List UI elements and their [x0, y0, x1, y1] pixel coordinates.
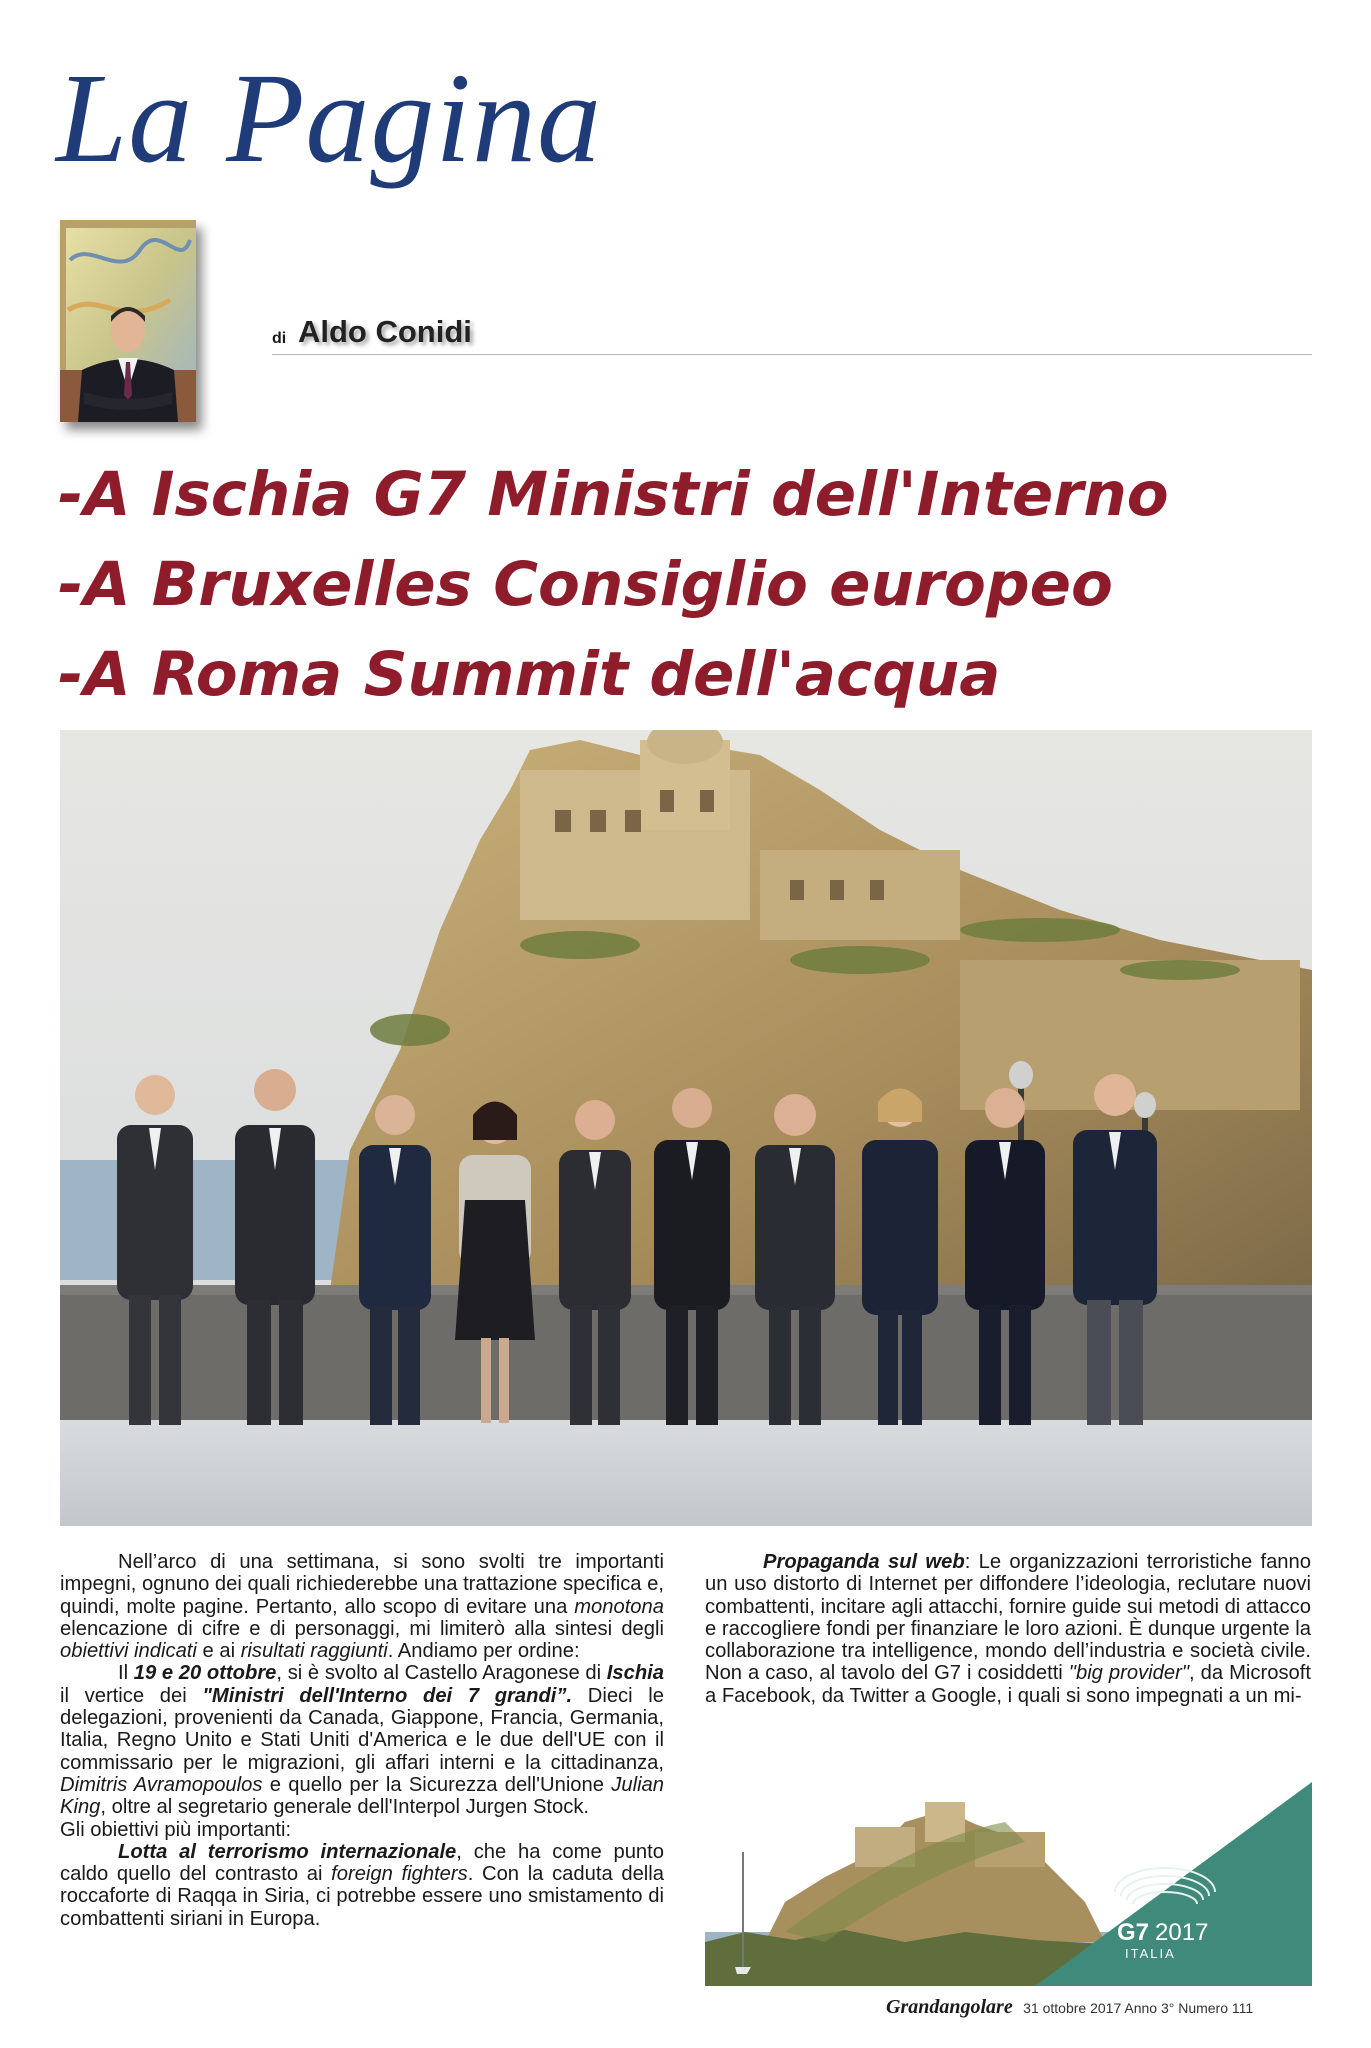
- page-footer: [886, 1996, 1253, 2019]
- footer-brand: Grandangolare: [886, 1996, 1013, 2018]
- article-paragraph: Il 19 e 20 ottobre, si è svolto al Castello Aragonese di Ischia il vertice dei "Ministri dell'Interno dei 7 grandi”. Dieci le delegazioni, provenienti da Canada, Giappone, Francia, Germania, Italia, Regno Unito e Stati Uniti d'America e le due dell'UE con il commissario per le migrazioni, gli affari interni e la cittadinanza, Dimitris Avramopoulos e quello per la Sicurezza dell'Unione Julian King, oltre al segretario generale dell'Interpol Jurgen Stock.: [60, 1662, 665, 1819]
- byline: [272, 314, 1312, 355]
- g7-logo-year: 2017: [1155, 1919, 1209, 1946]
- g7-logo-country: ITALIA: [1125, 1946, 1176, 1961]
- byline-prefix: di: [272, 330, 287, 347]
- inset-photo-castello-aragonese: [705, 1782, 1312, 1986]
- footer-issue-info: 31 ottobre 2017 Anno 3° Numero 111: [1023, 2000, 1254, 2016]
- hero-photo-g7-ministers: [60, 730, 1312, 1526]
- article-paragraph: Propaganda sul web: Le organizzazioni terroristiche fanno un uso distorto di Internet per diffondere l’ideologia, reclutare nuovi combattenti, incitare agli attacchi, fornire guide sui metodi di attacco e raccogliere fondi per finanziare le loro azioni. È dunque urgente la collaborazione tra intelligence, mondo dell’industria e società civile. Non a caso, al tavolo del G7 i cosiddetti "big provider", da Microsoft a Facebook, da Twitter a Google, i quali si sono impegnati a un mi-: [705, 1551, 1311, 1707]
- g7-logo-text: G7: [1117, 1919, 1150, 1946]
- headline-roma: -A Roma Summit dell'acqua: [58, 639, 1001, 710]
- article-paragraph: Nell’arco di una settimana, si sono svolti tre importanti impegni, ognuno dei quali richiederebbe una trattazione specifica e, quindi, molte pagine. Pertanto, allo scopo di evitare una monotona elencazione di cifre e di personaggi, mi limiterò alla sintesi degli obiettivi indicati e ai risultati raggiunti. Andiamo per ordine:: [60, 1551, 664, 1663]
- article-paragraph: Lotta al terrorismo internazionale, che ha come punto caldo quello del contrasto ai foreign fighters. Con la caduta della roccaforte di Raqqa in Siria, ci potrebbe essere uno smistamento di combattenti siriani in Europa.: [60, 1840, 664, 1930]
- masthead-title: La Pagina: [56, 47, 602, 189]
- article-column-right: [705, 1551, 1311, 1707]
- author-name: Aldo Conidi: [298, 314, 472, 349]
- article-column-left: [60, 1551, 664, 1930]
- article-paragraph: Gli obiettivi più importanti:: [60, 1818, 292, 1841]
- headline-ischia: -A Ischia G7 Ministri dell'Interno: [58, 459, 1169, 530]
- headline-bruxelles: -A Bruxelles Consiglio europeo: [58, 549, 1113, 620]
- author-photo: [60, 220, 196, 422]
